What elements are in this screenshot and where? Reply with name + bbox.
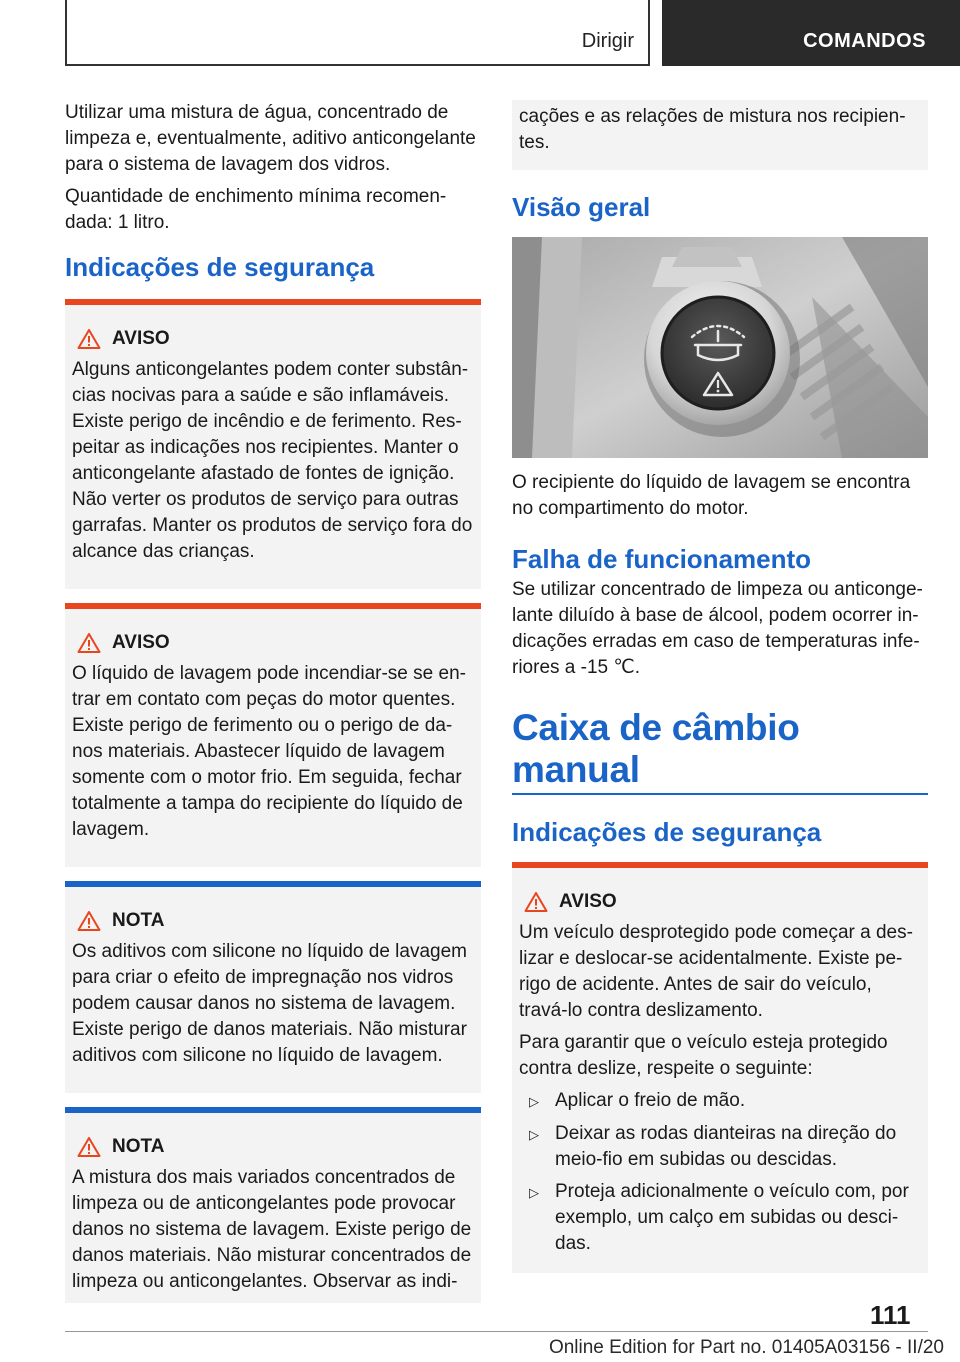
chapter-title: COMANDOS bbox=[803, 30, 926, 52]
warning-box-title: AVISO bbox=[112, 328, 170, 349]
list-item-text: Proteja adicionalmente o veículo com, por exemplo, um calço em subidas ou desci-das. bbox=[555, 1181, 909, 1254]
malfunction-heading: Falha de funcionamento bbox=[512, 544, 812, 574]
warning-box-header bbox=[519, 888, 920, 916]
chapter-heading-rule bbox=[512, 793, 928, 795]
section-title: Dirigir bbox=[581, 30, 634, 52]
note-box-title: NOTA bbox=[112, 910, 165, 931]
warning-triangle-icon bbox=[72, 632, 108, 654]
note-box bbox=[65, 1107, 481, 1303]
safety-heading: Indicações de segurança bbox=[65, 252, 375, 282]
note-box-header bbox=[72, 1133, 473, 1161]
warning-triangle-icon bbox=[72, 1136, 108, 1158]
malfunction-paragraph: Se utilizar concentrado de limpeza ou anticonge-lante diluído à base de álcool, podem ocorrer in-dicações erradas em caso de temperaturas infe-riores a -15 ℃. bbox=[512, 579, 923, 678]
warning-box bbox=[65, 299, 481, 589]
manual-transmission-safety-heading: Indicações de segurança bbox=[512, 817, 822, 847]
warning-box-text: O líquido de lavagem pode incendiar-se se en-trar em contato com peças do motor quentes. Existe perigo de ferimento ou o perigo de da-nos materiais. Abastecer líquido de lavagem somente com o motor frio. Em seguida, fechar totalmente a tampa do recipiente do líquido de lavagem. bbox=[72, 663, 466, 840]
overview-heading: Visão geral bbox=[512, 192, 651, 222]
right-column bbox=[512, 100, 928, 1273]
note-box bbox=[65, 881, 481, 1093]
warning-triangle-icon bbox=[519, 891, 555, 913]
warning-box-text: Para garantir que o veículo esteja protegido contra deslize, respeite o seguinte: bbox=[519, 1032, 888, 1079]
warning-triangle-icon bbox=[72, 328, 108, 350]
note-box-header bbox=[72, 907, 473, 935]
fill-quantity-paragraph: Quantidade de enchimento mínima recomen-dada: 1 litro. bbox=[65, 186, 447, 233]
header-chapter-tab bbox=[662, 0, 960, 66]
left-column bbox=[65, 100, 481, 1303]
chapter-heading: Caixa de câmbio manual bbox=[512, 707, 800, 790]
header-section-tab bbox=[65, 0, 650, 66]
warning-box bbox=[512, 862, 928, 1273]
warning-box bbox=[65, 603, 481, 867]
edition-footer: Online Edition for Part no. 01405A03156 - II/20 bbox=[548, 1337, 944, 1358]
note-box-text: A mistura dos mais variados concentrados de limpeza ou de anticongelantes pode provocar danos no sistema de lavagem. Existe perigo de danos materiais. Não misturar concentrados de limpeza ou anticongelantes. Observar as indi- bbox=[72, 1167, 472, 1292]
note-box-text: Os aditivos com silicone no líquido de lavagem para criar o efeito de impregnação nos vidros podem causar danos no sistema de lavagem. Existe perigo de danos materiais. Não misturar aditivos com silicone no líquido de lavagem. bbox=[72, 941, 467, 1066]
list-item-text: Aplicar o freio de mão. bbox=[555, 1090, 746, 1111]
warning-triangle-icon bbox=[72, 910, 108, 932]
bullet-triangle-icon: ▷ bbox=[529, 1094, 539, 1109]
note-box-continuation bbox=[512, 100, 928, 170]
intro-paragraph: Utilizar uma mistura de água, concentrado de limpeza e, eventualmente, aditivo anticongelante para o sistema de lavagem dos vidros. bbox=[65, 102, 476, 175]
note-box-continuation-text: cações e as relações de mistura nos recipien-tes. bbox=[519, 106, 906, 153]
list-item bbox=[519, 1121, 920, 1173]
warning-box-header bbox=[72, 325, 473, 353]
bullet-triangle-icon: ▷ bbox=[529, 1127, 539, 1142]
warning-box-text: Um veículo desprotegido pode começar a des-lizar e deslocar-se acidentalmente. Existe pe-rigo de acidente. Antes de sair do veículo, travá-lo contra deslizamento. bbox=[519, 922, 913, 1021]
overview-paragraph: O recipiente do líquido de lavagem se encontra no compartimento do motor. bbox=[512, 472, 911, 519]
list-item-text: Deixar as rodas dianteiras na direção do meio-fio em subidas ou descidas. bbox=[555, 1123, 897, 1170]
warning-box-title: AVISO bbox=[559, 891, 617, 912]
page-number: 111 bbox=[870, 1300, 911, 1330]
warning-box-header bbox=[72, 629, 473, 657]
washer-fluid-reservoir-photo bbox=[512, 237, 928, 458]
bullet-triangle-icon: ▷ bbox=[529, 1185, 539, 1200]
list-item bbox=[519, 1088, 920, 1115]
warning-box-title: AVISO bbox=[112, 632, 170, 653]
note-box-title: NOTA bbox=[112, 1136, 165, 1157]
warning-box-text: Alguns anticongelantes podem conter substân-cias nocivas para a saúde e são inflamáveis. Existe perigo de incêndio e de ferimento. Res-peitar as indicações nos recipientes. Manter o anticongelante afastado de fontes de ignição. Não verter os produtos de serviço para outras garrafas. Manter os produtos de serviço fora do alcance das crianças. bbox=[72, 359, 473, 562]
footer-rule bbox=[65, 1331, 928, 1332]
list-item bbox=[519, 1179, 920, 1257]
